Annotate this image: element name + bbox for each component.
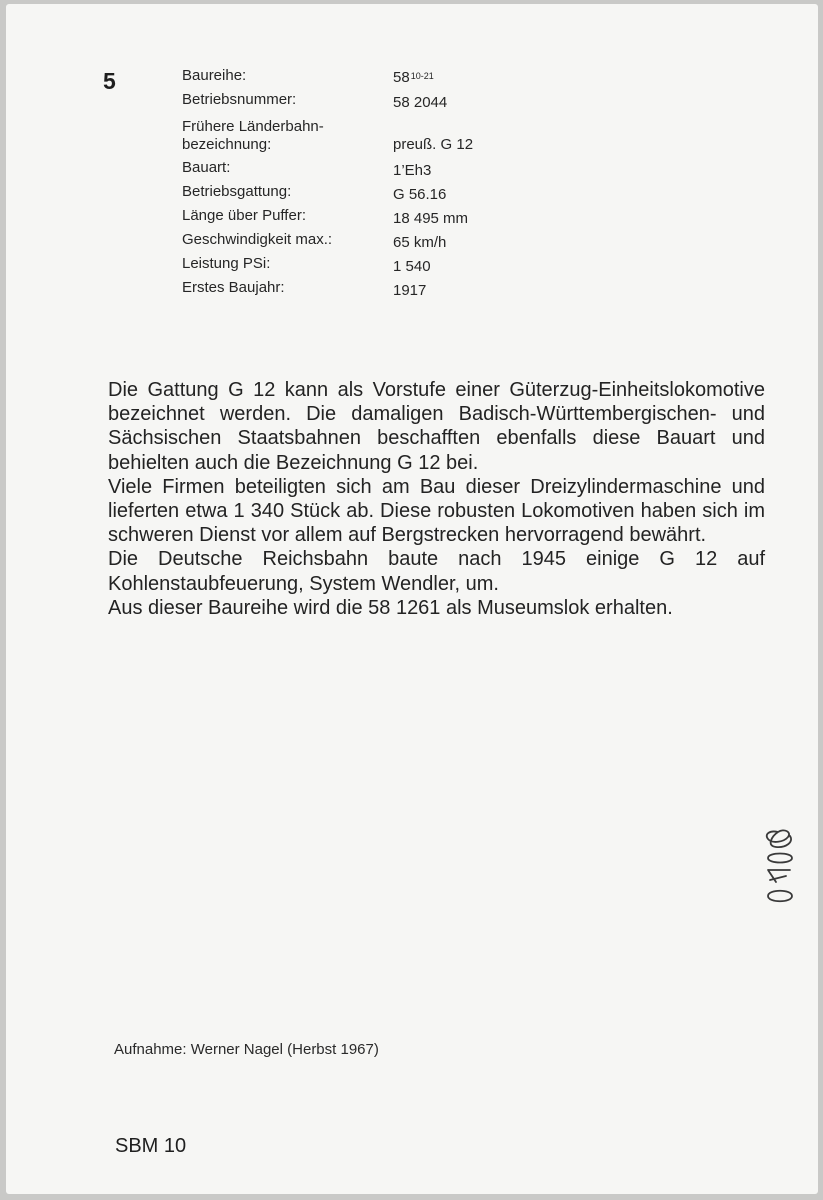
series-code: SBM 10 — [115, 1135, 187, 1157]
spec-value: 1917 — [393, 282, 427, 299]
spec-row-leistung — [182, 252, 542, 276]
spec-label: Baureihe: — [182, 67, 247, 84]
spec-label: Erstes Baujahr: — [182, 279, 285, 296]
spec-row-bauart — [182, 156, 542, 180]
spec-table — [182, 64, 542, 300]
spec-value: G 56.16 — [393, 186, 447, 203]
handwritten-note — [746, 826, 806, 921]
spec-value: preuß. G 12 — [393, 136, 474, 153]
spec-row-baujahr — [182, 276, 542, 300]
spec-label: Bauart: — [182, 159, 231, 176]
paragraph: Viele Firmen beteiligten sich am Bau dieser Dreizylindermaschine und lieferten etwa 1 340 Stück ab. Diese robusten Lokomotiven haben sich im schweren Dienst vor allem auf Bergstrecken hervorragend bewährt. — [108, 475, 765, 547]
spec-value-superscript: 10-21 — [410, 71, 434, 81]
photo-credit: Aufnahme: Werner Nagel (Herbst 1967) — [114, 1041, 379, 1058]
spec-label: Geschwindigkeit max.: — [182, 231, 333, 248]
paragraph: Aus dieser Baureihe wird die 58 1261 als Museumslok erhalten. — [108, 596, 673, 619]
spec-value: 58 2044 — [393, 94, 448, 111]
spec-value-main: 58 — [393, 69, 410, 86]
spec-value: 18 495 mm — [393, 210, 469, 227]
spec-label: Betriebsgattung: — [182, 183, 292, 200]
spec-value: 65 km/h — [393, 234, 447, 251]
spec-label: Länge über Puffer: — [182, 207, 306, 224]
description-text — [108, 378, 765, 620]
spec-value: 1’Eh3 — [393, 162, 432, 179]
spec-row-geschwindigkeit — [182, 228, 542, 252]
spec-row-baureihe — [182, 64, 542, 88]
spec-value — [393, 69, 434, 88]
spec-value: 1 540 — [393, 258, 431, 275]
spec-label: Frühere Länderbahn- bezeichnung: — [182, 118, 324, 153]
spec-row-laenderbahn — [182, 112, 542, 156]
paragraph: Die Deutsche Reichsbahn baute nach 1945 einige G 12 auf Kohlenstaubfeuerung, System Wendler, um. — [108, 548, 765, 595]
spec-row-laenge — [182, 204, 542, 228]
spec-row-betriebsnummer — [182, 88, 542, 112]
handwritten-number-graphic — [746, 826, 806, 916]
paragraph: Die Gattung G 12 kann als Vorstufe einer Güterzug-Einheitslokomotive bezeichnet werden. Die damaligen Badisch-Württembergischen- und Sächsischen Staatsbahnen beschafften ebenfalls diese Bauart und behielten auch die Bezeichnung G 12 bei. — [108, 379, 765, 474]
spec-label: Betriebsnummer: — [182, 91, 297, 108]
spec-row-betriebsgattung — [182, 180, 542, 204]
postcard-back — [6, 4, 818, 1194]
card-number: 5 — [103, 68, 116, 94]
spec-label: Leistung PSi: — [182, 255, 271, 272]
